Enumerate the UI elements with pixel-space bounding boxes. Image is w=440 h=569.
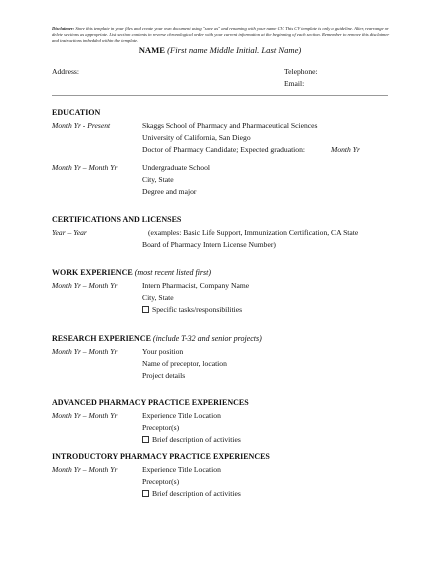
work-title: Intern Pharmacist, Company Name bbox=[142, 281, 250, 290]
research-position: Your position bbox=[142, 347, 184, 356]
advanced-heading: ADVANCED PHARMACY PRACTICE EXPERIENCES bbox=[52, 398, 249, 407]
education-date-1: Month Yr - Present bbox=[52, 121, 111, 130]
advanced-preceptor: Preceptor(s) bbox=[142, 423, 180, 432]
work-heading: WORK EXPERIENCE bbox=[52, 268, 133, 277]
introductory-bullet-text: Brief description of activities bbox=[152, 489, 241, 498]
work-location: City, State bbox=[142, 293, 174, 302]
work-bullet-text: Specific tasks/responsibilities bbox=[152, 305, 243, 314]
advanced-bullet-text: Brief description of activities bbox=[152, 435, 241, 444]
research-date: Month Yr – Month Yr bbox=[52, 347, 118, 356]
checkbox-bullet-icon bbox=[142, 490, 149, 497]
disclaimer-label: Disclaimer: bbox=[52, 26, 75, 31]
work-heading-line bbox=[52, 268, 211, 277]
address-label: Address: bbox=[52, 67, 79, 76]
disclaimer bbox=[52, 26, 392, 44]
introductory-bullet-item bbox=[142, 488, 241, 500]
education-school-2: Undergraduate School bbox=[142, 163, 210, 172]
education-grad-date-1: Month Yr bbox=[331, 145, 360, 154]
email-label: Email: bbox=[284, 79, 305, 88]
education-location-2: City, State bbox=[142, 175, 174, 184]
research-preceptor: Name of preceptor, location bbox=[142, 359, 227, 368]
checkbox-bullet-icon bbox=[142, 306, 149, 313]
disclaimer-text: Store this template in your files and create your own document using "save as" and renaming with your name CV. This CV template is only a guideline. Alter, rearrange or delete sections as appropriate. List section contents in reverse chronological order with your current information at the beginning of each section. Remember to remove this disclaimer and instructions imbedded within the template. bbox=[52, 26, 390, 43]
introductory-preceptor: Preceptor(s) bbox=[142, 477, 180, 486]
checkbox-bullet-icon bbox=[142, 436, 149, 443]
education-degree-2: Degree and major bbox=[142, 187, 197, 196]
introductory-date: Month Yr – Month Yr bbox=[52, 465, 118, 474]
research-heading-line bbox=[52, 334, 262, 343]
education-heading: EDUCATION bbox=[52, 108, 101, 117]
work-date: Month Yr – Month Yr bbox=[52, 281, 118, 290]
research-details: Project details bbox=[142, 371, 186, 380]
education-university-1: University of California, San Diego bbox=[142, 133, 251, 142]
name-line bbox=[0, 45, 440, 55]
research-heading: RESEARCH EXPERIENCE bbox=[52, 334, 151, 343]
header-divider bbox=[52, 95, 388, 96]
education-degree-1: Doctor of Pharmacy Candidate; Expected graduation: bbox=[142, 145, 305, 154]
certifications-date: Year – Year bbox=[52, 228, 87, 237]
name-label: NAME bbox=[138, 45, 165, 55]
education-date-2: Month Yr – Month Yr bbox=[52, 163, 118, 172]
advanced-bullet-item bbox=[142, 434, 241, 446]
introductory-heading: INTRODUCTORY PHARMACY PRACTICE EXPERIENCES bbox=[52, 452, 270, 461]
research-hint: (include T-32 and senior projects) bbox=[152, 334, 262, 343]
work-bullet-item bbox=[142, 304, 242, 316]
introductory-title: Experience Title Location bbox=[142, 465, 221, 474]
work-hint: (most recent listed first) bbox=[134, 268, 212, 277]
certifications-line-1: (examples: Basic Life Support, Immunization Certification, CA State bbox=[148, 228, 359, 237]
name-hint: (First name Middle Initial. Last Name) bbox=[167, 45, 302, 55]
telephone-label: Telephone: bbox=[284, 67, 318, 76]
advanced-date: Month Yr – Month Yr bbox=[52, 411, 118, 420]
certifications-heading: CERTIFICATIONS AND LICENSES bbox=[52, 215, 182, 224]
education-school-1: Skaggs School of Pharmacy and Pharmaceutical Sciences bbox=[142, 121, 318, 130]
advanced-title: Experience Title Location bbox=[142, 411, 221, 420]
certifications-line-2: Board of Pharmacy Intern License Number) bbox=[142, 240, 276, 249]
